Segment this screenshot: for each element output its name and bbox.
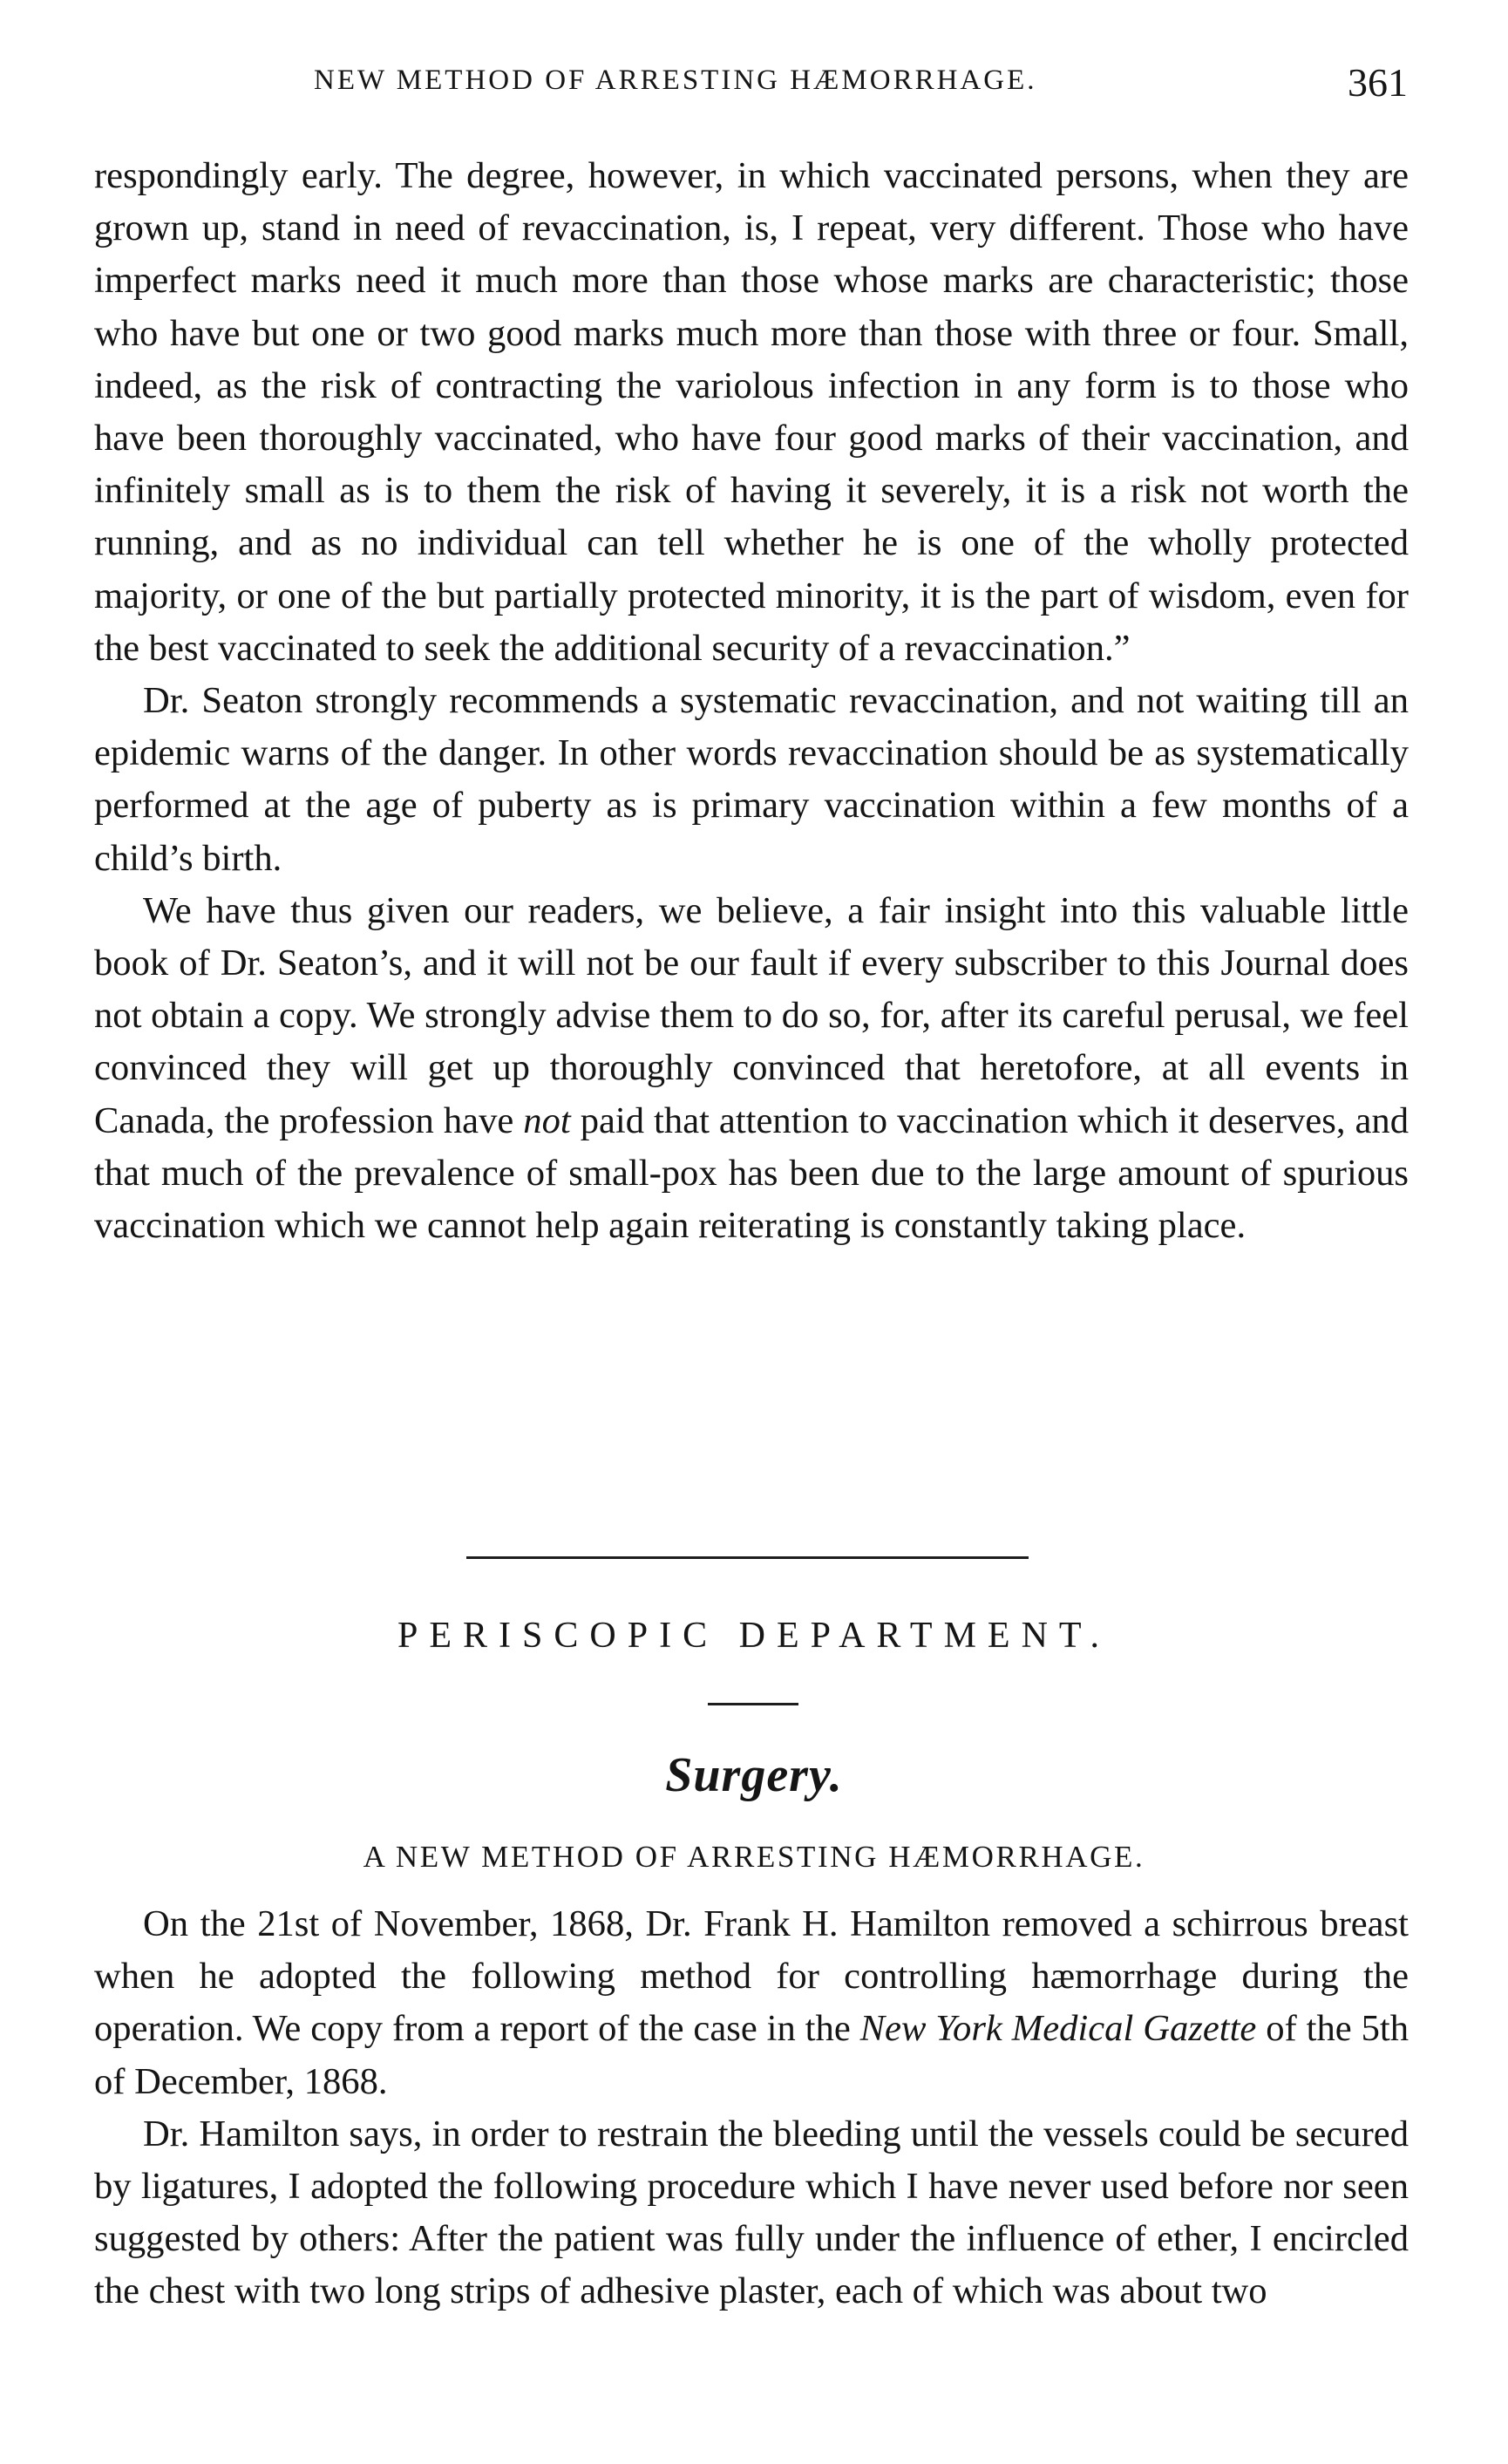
department-heading: PERISCOPIC DEPARTMENT.	[397, 1616, 1111, 1656]
page-number: 361	[1348, 60, 1408, 105]
paragraph: respondingly early. The degree, however, in which vaccinated persons, when they are grown up, stand in need of revaccination, is, I repeat, very different. Those who have imperfect marks need it much more than those whose marks are characteristic; those who have but one or two good marks much more than those with three or four. Small, indeed, as the risk of contracting the variolous infection in any form is to those who have been thoroughly vaccinated, who have four good marks of their vaccination, and infinitely small as is to them the risk of having it severely, it is a risk not worth the running, and as no individual can tell whether he is one of the wholly protected majority, or one of the but partially protected minority, it is the part of wisdom, even for the best vaccinated to seek the additional security of a revaccination.”	[94, 155, 1409, 669]
section-heading: Surgery.	[665, 1748, 843, 1802]
paragraph	[94, 885, 1409, 1252]
article-body	[94, 1898, 1409, 2318]
text-run: We have thus given our readers, we believe, a fair insight into this valuable little book of Dr. Seaton’s, and it will not be our fault if every subscriber to this Journal does not obtain a copy. We strongly advise them to do so, for, after its careful perusal, we feel convinced they will get up thoroughly convinced that heretofore, at all events in Canada, the profession have	[94, 889, 1409, 1141]
short-divider	[708, 1703, 798, 1705]
paragraph: Dr. Hamilton says, in order to restrain the bleeding until the vessels could be secured by ligatures, I adopted the following procedure which I have never used before nor seen suggested by others: After the patient was fully under the influence of ether, I encircled the chest with two long strips of adhesive plaster, each of which was about two	[94, 2113, 1409, 2312]
journal-title: New York Medical Gazette	[859, 2008, 1257, 2050]
emphasized-word: not	[523, 1099, 571, 1141]
running-head-title: NEW METHOD OF ARRESTING HÆMORRHAGE.	[314, 65, 1037, 96]
text-run: of the 5th of December, 1868.	[94, 2008, 1410, 2102]
text-run: On the 21st of November, 1868, Dr. Frank H. Hamilton removed a schirrous breast when he adopted the following method for controlling hæmorrhage during the operation. We copy from a report of the case in the	[94, 1903, 1409, 2050]
paragraph: Dr. Seaton strongly recommends a systematic revaccination, and not waiting till an epidemic warns of the danger. In other words revaccination should be as systematically performed at the age of puberty as is primary vaccination within a few months of a child’s birth.	[94, 680, 1409, 879]
paragraph	[94, 1898, 1409, 2108]
section-divider	[466, 1556, 1029, 1559]
text-run: paid that attention to vaccination which it deserves, and that much of the prevalence of small-pox has been due to the large amount of spurious vaccination which we cannot help again reiterating is constantly taking place.	[94, 1099, 1409, 1247]
continued-article-text	[94, 150, 1409, 1252]
running-head	[96, 59, 1408, 112]
article-heading: A NEW METHOD OF ARRESTING HÆMORRHAGE.	[363, 1840, 1145, 1874]
